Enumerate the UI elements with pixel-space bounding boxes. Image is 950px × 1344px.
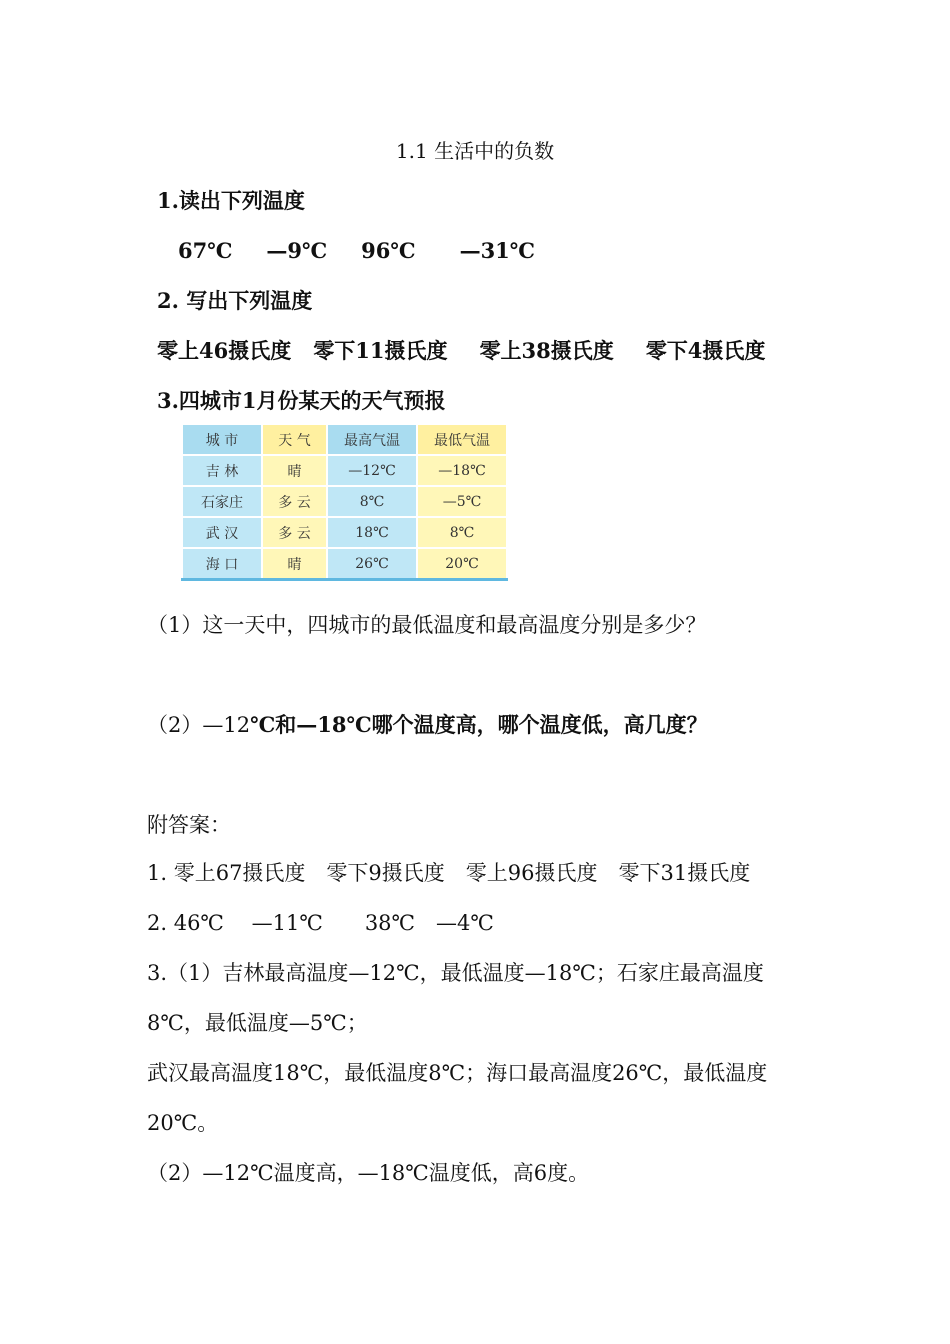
table-cell: 石家庄	[182, 486, 262, 517]
table-cell: —18℃	[417, 455, 507, 486]
table-cell: —5℃	[417, 486, 507, 517]
table-cell: 18℃	[327, 517, 417, 548]
q1-item: —31℃	[459, 238, 535, 263]
table-cell: —12℃	[327, 455, 417, 486]
question-3-heading: 3.四城市1月份某天的天气预报	[157, 388, 446, 413]
table-header-row	[182, 424, 507, 455]
q1-item: —9℃	[266, 238, 328, 263]
table-cell: 8℃	[417, 517, 507, 548]
table-header-cell: 天 气	[262, 424, 327, 455]
question-3-sub-1: （1）这一天中，四城市的最低温度和最高温度分别是多少？	[147, 613, 707, 637]
answer-3-sub-2: （2）—12℃温度高，—18℃温度低，高6度。	[147, 1161, 590, 1185]
table-header-cell: 城 市	[182, 424, 262, 455]
weather-forecast-table	[181, 423, 508, 581]
question-3-sub-2	[147, 711, 708, 739]
answer-3-line-4: 20℃。	[147, 1111, 219, 1135]
table-cell: 多 云	[262, 517, 327, 548]
table-cell: 26℃	[327, 548, 417, 580]
table-row	[182, 455, 507, 486]
sub-2-rest: ℃和—18℃哪个温度高，哪个温度低，高几度？	[250, 712, 708, 737]
table-cell: 20℃	[417, 548, 507, 580]
table-header-cell: 最高气温	[327, 424, 417, 455]
question-1-items	[178, 237, 535, 265]
table-header-cell: 最低气温	[417, 424, 507, 455]
question-2-heading: 2. 写出下列温度	[157, 288, 313, 313]
q1-item: 96℃	[361, 238, 416, 263]
answer-2: 2. 46℃ —11℃ 38℃ —4℃	[147, 911, 494, 935]
q1-item: 67℃	[178, 238, 233, 263]
answer-3-line-1: 3.（1）吉林最高温度—12℃，最低温度—18℃；石家庄最高温度	[147, 961, 764, 985]
table-cell: 晴	[262, 548, 327, 580]
q2-item: 零下4摄氏度	[645, 338, 766, 363]
answer-1: 1. 零上67摄氏度 零下9摄氏度 零上96摄氏度 零下31摄氏度	[147, 861, 751, 885]
q2-item: 零上38摄氏度	[479, 338, 614, 363]
question-2-items	[157, 337, 765, 365]
q2-item: 零下11摄氏度	[313, 338, 448, 363]
table-cell: 晴	[262, 455, 327, 486]
q2-item: 零上46摄氏度	[157, 338, 292, 363]
table-cell: 吉 林	[182, 455, 262, 486]
answer-3-line-2: 8℃，最低温度—5℃；	[147, 1011, 368, 1035]
page-title: 1.1 生活中的负数	[395, 139, 555, 163]
table-cell: 8℃	[327, 486, 417, 517]
table-cell: 海 口	[182, 548, 262, 580]
table-row	[182, 517, 507, 548]
question-1-heading: 1.读出下列温度	[157, 188, 305, 213]
sub-2-prefix: （2）—12	[147, 713, 251, 737]
answers-heading: 附答案：	[147, 813, 231, 837]
table-cell: 武 汉	[182, 517, 262, 548]
table-cell: 多 云	[262, 486, 327, 517]
table-row	[182, 548, 507, 580]
answer-3-line-3: 武汉最高温度18℃，最低温度8℃；海口最高温度26℃，最低温度	[147, 1061, 768, 1085]
table-row	[182, 486, 507, 517]
